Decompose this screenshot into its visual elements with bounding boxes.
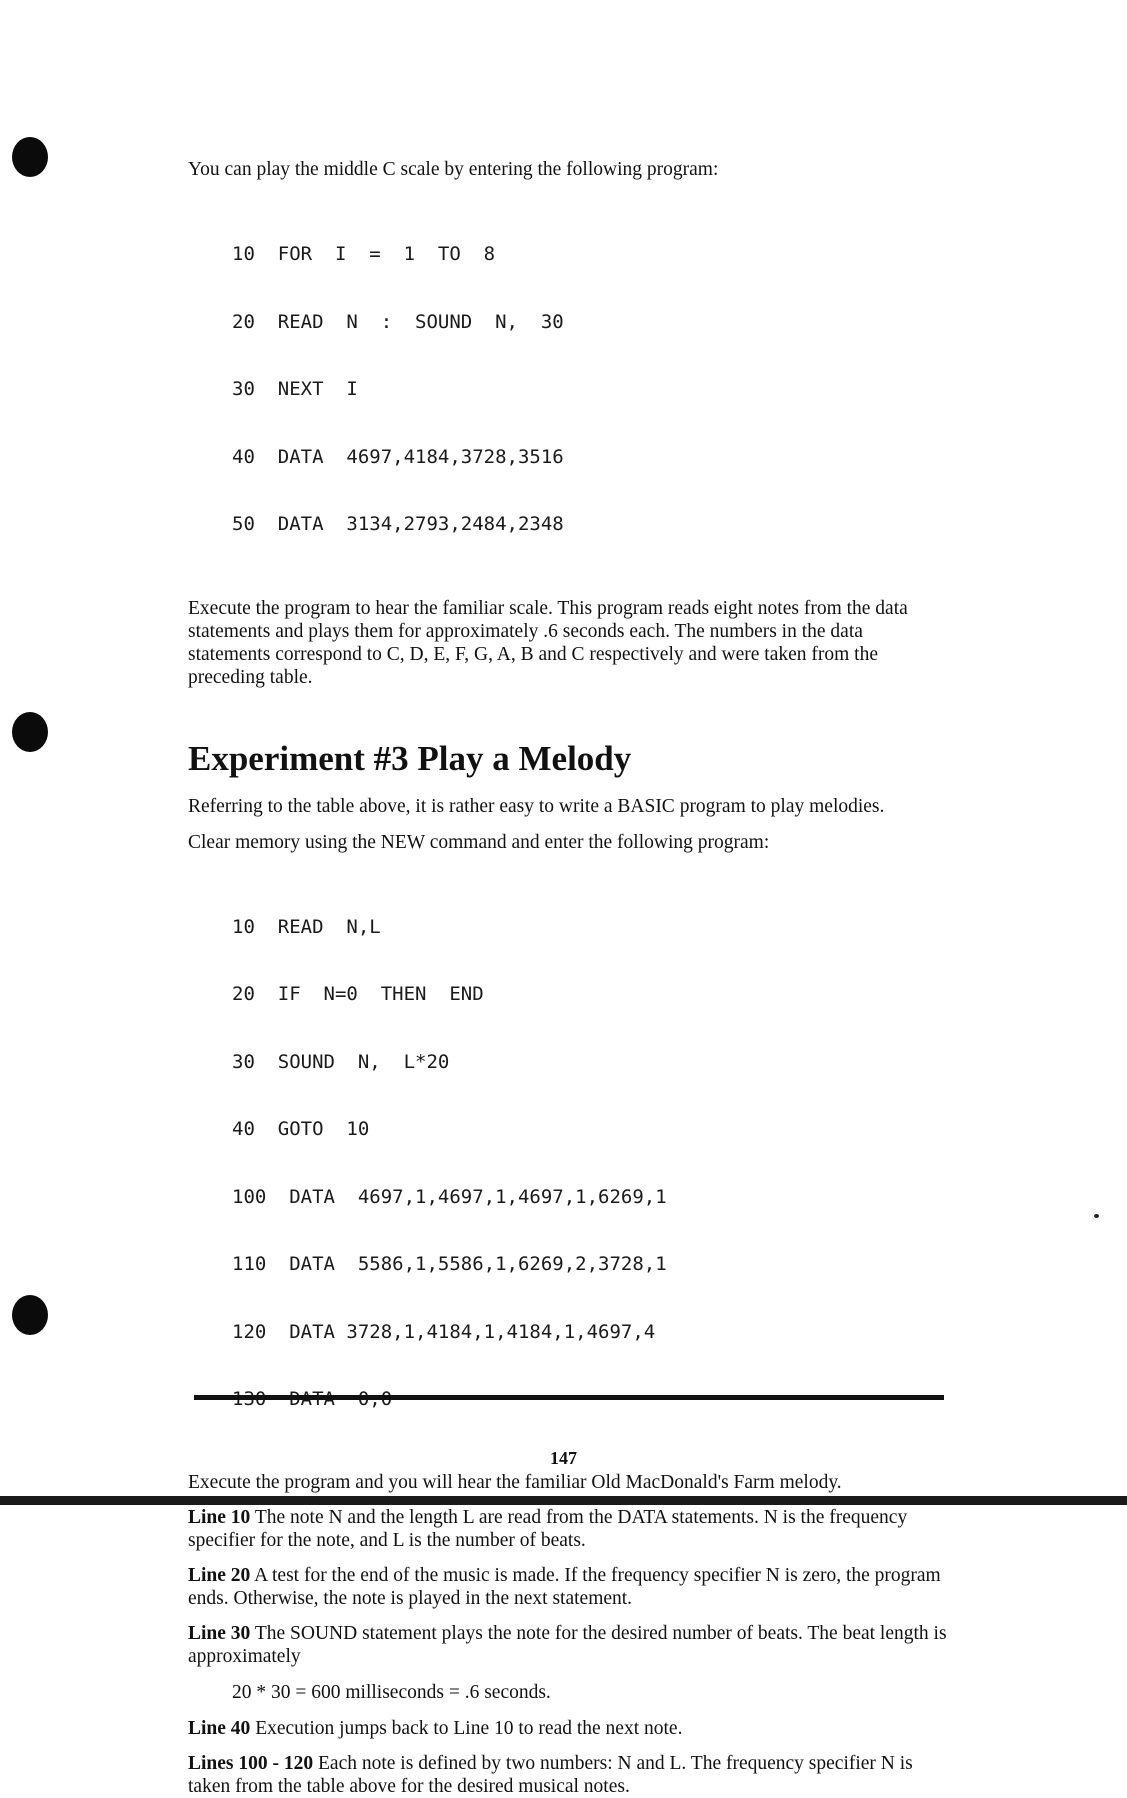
- code-block-melody: [232, 871, 948, 1456]
- line-label: Line 40: [188, 1717, 251, 1739]
- footer-rule: [194, 1395, 944, 1400]
- code-line: 50 DATA 3134,2793,2484,2348: [232, 513, 564, 535]
- line-text: The SOUND statement plays the note for the desired number of beats. The beat length is approximately: [188, 1622, 947, 1667]
- melody-result: Execute the program and you will hear the familiar Old MacDonald's Farm melody.: [188, 1471, 842, 1493]
- code-line: 20 IF N=0 THEN END: [232, 983, 484, 1005]
- code-line: 30 NEXT I: [232, 378, 358, 400]
- line-label: Line 20: [188, 1564, 251, 1586]
- code-line: 40 GOTO 10: [232, 1118, 370, 1140]
- line-explanation: [188, 1564, 948, 1610]
- binder-hole: [12, 137, 48, 177]
- line-explanation: [188, 1752, 948, 1798]
- scan-bottom-edge: [0, 1496, 1127, 1505]
- code-line: 10 READ N,L: [232, 915, 381, 938]
- code-line: 20 READ N : SOUND N, 30: [232, 310, 564, 333]
- line-label: Lines 100 - 120: [188, 1752, 314, 1774]
- scale-explanation: Execute the program to hear the familiar scale. This program reads eight notes from the data statements and plays them for approximately .6 seconds each. The numbers in the data statements correspond to C, D, E, F, G, A, B and C respectively and were taken from the preceding table.: [188, 597, 908, 688]
- line-label: Line 10: [188, 1506, 251, 1528]
- clear-memory-instruction: Clear memory using the NEW command and enter the following program:: [188, 831, 770, 853]
- line-explanation: [188, 1717, 948, 1740]
- line-text: A test for the end of the music is made. If the frequency specifier N is zero, the program ends. Otherwise, the note is played in the next statement.: [188, 1564, 941, 1609]
- scan-speck: [1094, 1214, 1099, 1218]
- code-line: 10 FOR I = 1 TO 8: [232, 243, 496, 265]
- melody-intro: Referring to the table above, it is rather easy to write a BASIC program to play melodies.: [188, 795, 885, 817]
- page-content: [188, 158, 948, 1798]
- intro-paragraph: You can play the middle C scale by entering the following program:: [188, 159, 719, 180]
- code-line: 40 DATA 4697,4184,3728,3516: [232, 445, 564, 468]
- code-line: 110 DATA 5586,1,5586,1,6269,2,3728,1: [232, 1253, 667, 1275]
- beat-formula: 20 * 30 = 600 milliseconds = .6 seconds.: [232, 1681, 551, 1703]
- line-label: Line 30: [188, 1622, 251, 1644]
- line-text: The note N and the length L are read from the DATA statements. N is the frequency specifier for the note, and L is the number of beats.: [188, 1506, 908, 1551]
- line-text: Each note is defined by two numbers: N and L. The frequency specifier N is taken from the table above for the desired musical notes.: [188, 1752, 913, 1797]
- code-line: 30 SOUND N, L*20: [232, 1050, 450, 1073]
- code-block-scale: [232, 198, 948, 581]
- page-number: 147: [550, 1448, 577, 1468]
- binder-hole: [12, 712, 48, 752]
- line-text: Execution jumps back to Line 10 to read the next note.: [250, 1717, 683, 1739]
- line-explanation: [188, 1506, 948, 1552]
- code-line: 100 DATA 4697,1,4697,1,4697,1,6269,1: [232, 1185, 667, 1208]
- section-heading: Experiment #3 Play a Melody: [188, 738, 632, 778]
- line-explanation: [188, 1622, 948, 1668]
- binder-hole: [12, 1295, 48, 1335]
- code-line: 120 DATA 3728,1,4184,1,4184,1,4697,4: [232, 1320, 656, 1343]
